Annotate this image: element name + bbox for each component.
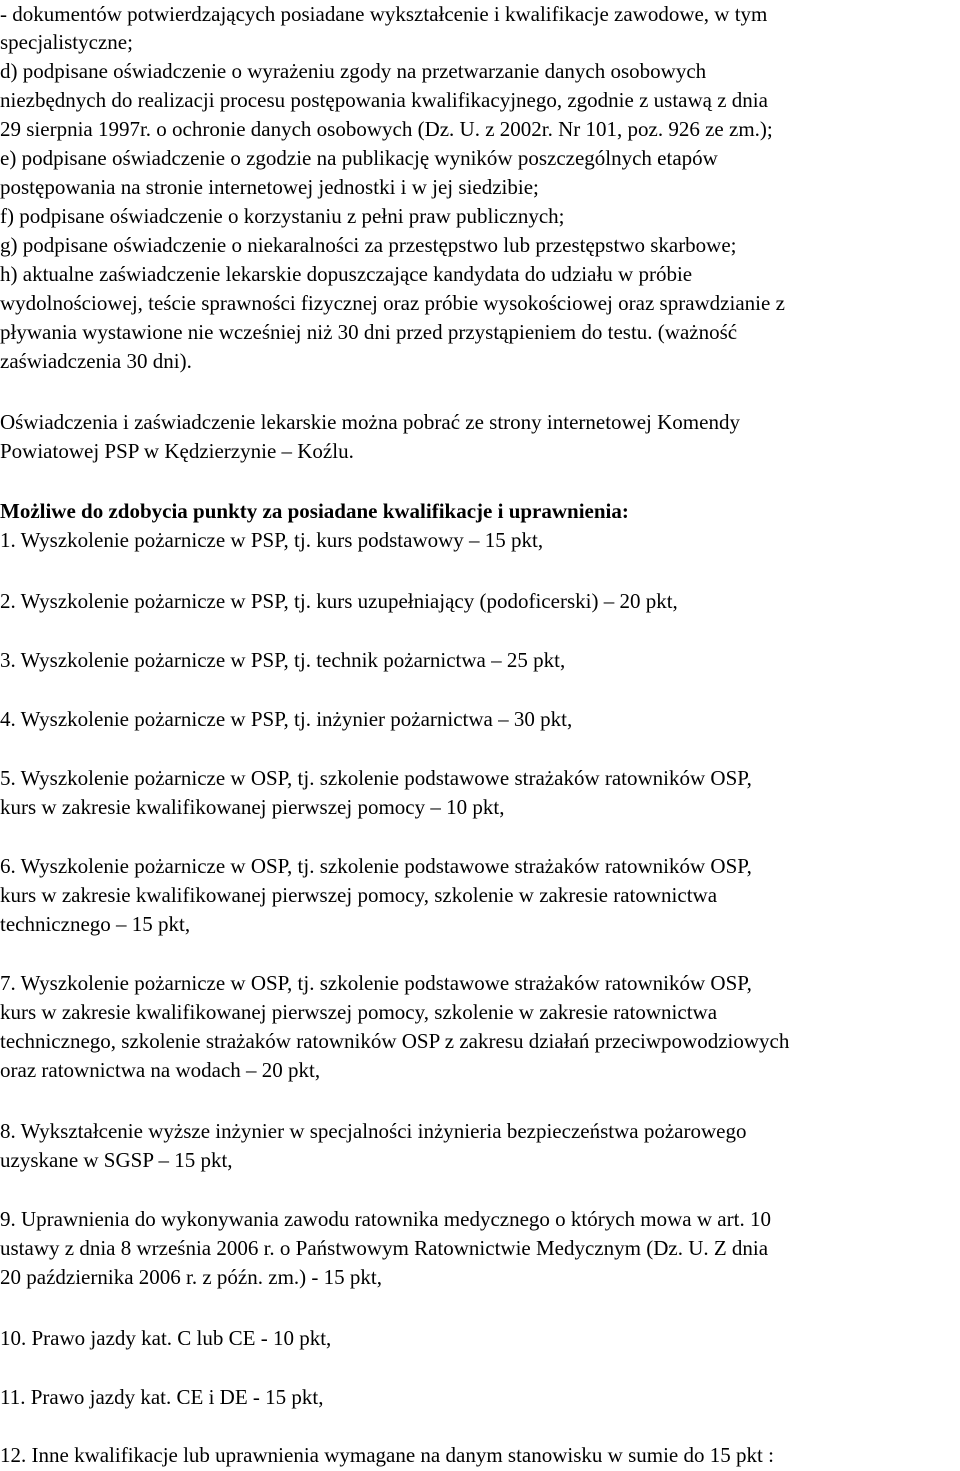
list-item: 9. Uprawnienia do wykonywania zawodu ratownika medycznego o których mowa w art. 10 xyxy=(0,1207,771,1231)
list-item-continuation: technicznego, szkolenie strażaków ratowników OSP z zakresu działań przeciwpowodziowych xyxy=(0,1029,790,1053)
list-item-continuation: oraz ratownictwa na wodach – 20 pkt, xyxy=(0,1058,321,1082)
list-item: 7. Wyszkolenie pożarnicze w OSP, tj. szkolenie podstawowe strażaków ratowników OSP, xyxy=(0,971,752,995)
text-line: g) podpisane oświadczenie o niekaralności za przestępstwo lub przestępstwo skarbowe; xyxy=(0,233,737,257)
text-line: d) podpisane oświadczenie o wyrażeniu zgody na przetwarzanie danych osobowych xyxy=(0,59,707,83)
text-line: Oświadczenia i zaświadczenie lekarskie można pobrać ze strony internetowej Komendy xyxy=(0,410,740,434)
list-item-continuation: 20 października 2006 r. z późn. zm.) - 15 pkt, xyxy=(0,1265,382,1289)
text-line: Powiatowej PSP w Kędzierzynie – Koźlu. xyxy=(0,439,354,463)
text-line: pływania wystawione nie wcześniej niż 30 dni przed przystąpieniem do testu. (ważność xyxy=(0,320,738,344)
text-line: wydolnościowej, teście sprawności fizycznej oraz próbie wysokościowej oraz sprawdzianie z xyxy=(0,291,785,315)
list-item-continuation: kurs w zakresie kwalifikowanej pierwszej pomocy – 10 pkt, xyxy=(0,795,505,819)
list-item-continuation: kurs w zakresie kwalifikowanej pierwszej pomocy, szkolenie w zakresie ratownictwa xyxy=(0,1000,718,1024)
text-line: niezbędnych do realizacji procesu postępowania kwalifikacyjnego, zgodnie z ustawą z dnia xyxy=(0,88,768,112)
list-item-continuation: kurs w zakresie kwalifikowanej pierwszej pomocy, szkolenie w zakresie ratownictwa xyxy=(0,883,718,907)
text-line: specjalistyczne; xyxy=(0,30,133,54)
list-item-continuation: uzyskane w SGSP – 15 pkt, xyxy=(0,1148,233,1172)
text-line: h) aktualne zaświadczenie lekarskie dopuszczające kandydata do udziału w próbie xyxy=(0,262,693,286)
list-item-continuation: technicznego – 15 pkt, xyxy=(0,912,191,936)
list-item-continuation: ustawy z dnia 8 września 2006 r. o Państwowym Ratownictwie Medycznym (Dz. U. Z dnia xyxy=(0,1236,769,1260)
text-line: - dokumentów potwierdzających posiadane wykształcenie i kwalifikacje zawodowe, w tym xyxy=(0,2,768,26)
section-heading: Możliwe do zdobycia punkty za posiadane kwalifikacje i uprawnienia: xyxy=(0,499,629,523)
list-item: 8. Wykształcenie wyższe inżynier w specjalności inżynieria bezpieczeństwa pożarowego xyxy=(0,1119,747,1143)
list-item: 11. Prawo jazdy kat. CE i DE - 15 pkt, xyxy=(0,1385,324,1409)
text-line: 29 sierpnia 1997r. o ochronie danych osobowych (Dz. U. z 2002r. Nr 101, poz. 926 ze zm.); xyxy=(0,117,773,141)
list-item: 4. Wyszkolenie pożarnicze w PSP, tj. inżynier pożarnictwa – 30 pkt, xyxy=(0,707,573,731)
text-line: postępowania na stronie internetowej jednostki i w jej siedzibie; xyxy=(0,175,539,199)
list-item: 12. Inne kwalifikacje lub uprawnienia wymagane na danym stanowisku w sumie do 15 pkt : xyxy=(0,1443,774,1467)
list-item: 10. Prawo jazdy kat. C lub CE - 10 pkt, xyxy=(0,1326,332,1350)
list-item: 1. Wyszkolenie pożarnicze w PSP, tj. kurs podstawowy – 15 pkt, xyxy=(0,528,544,552)
list-item: 6. Wyszkolenie pożarnicze w OSP, tj. szkolenie podstawowe strażaków ratowników OSP, xyxy=(0,854,752,878)
list-item: 2. Wyszkolenie pożarnicze w PSP, tj. kurs uzupełniający (podoficerski) – 20 pkt, xyxy=(0,589,678,613)
list-item: 5. Wyszkolenie pożarnicze w OSP, tj. szkolenie podstawowe strażaków ratowników OSP, xyxy=(0,766,752,790)
text-line: zaświadczenia 30 dni). xyxy=(0,349,192,373)
list-item: 3. Wyszkolenie pożarnicze w PSP, tj. technik pożarnictwa – 25 pkt, xyxy=(0,648,566,672)
text-line: f) podpisane oświadczenie o korzystaniu z pełni praw publicznych; xyxy=(0,204,565,228)
text-line: e) podpisane oświadczenie o zgodzie na publikację wyników poszczególnych etapów xyxy=(0,146,718,170)
